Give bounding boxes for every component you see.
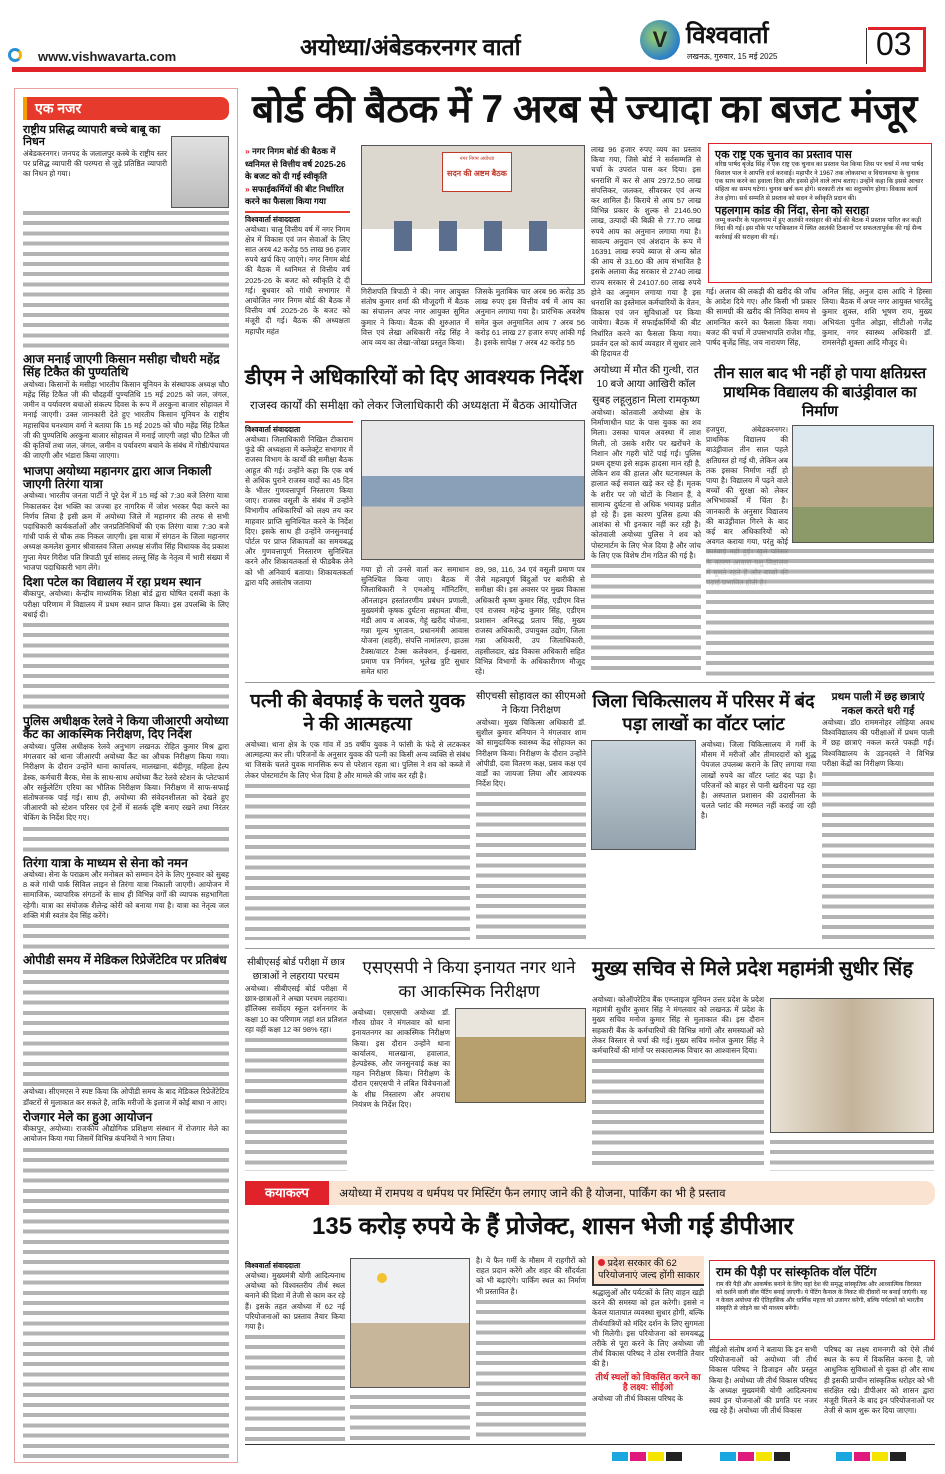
kayakalp-body: परिषद का लक्ष्य रामनगरी को ऐसे तीर्थ स्थल के रूप में विकसित करना है, जो आधुनिक सुविधाओं से युक्त हो और साथ ही इसकी प्राचीन सांस्कृतिक धरोहर को भी संरक्षित रखे। डीपीआर को शासन द्वारा मंजूरी मिलने के बाद इन परियोजनाओं पर तेजी से काम शुरू कर दिया जाएगा। [824,1345,934,1416]
lead-bullet: सफाईकर्मियों की बीट निर्धारित करने का फैसला किया गया [245,183,344,206]
lead-photo-meeting [361,145,585,285]
secretary-headline: मुख्य सचिव से मिले प्रदेश महामंत्री सुधीर सिंह [592,958,913,980]
exam-headline: प्रथम पाली में छह छात्राएं नकल करते धरी गईं [831,691,925,717]
dateline: लखनऊ, गुरुवार, 15 मई 2025 [687,52,778,61]
kayakalp-body: अयोध्या जी तीर्थ विकास परिषद के [592,1393,683,1403]
photo-banner [442,152,512,192]
red-dot-icon [598,1259,605,1266]
kayakalp-strap: अयोध्या में रामपथ व धर्मपथ पर मिस्टिंग फैन लगाए जाने की है योजना, पार्किंग का भी है प्रस्ताव [339,1188,726,1200]
fan-light-icon [377,1273,387,1283]
brand-name: विश्ववार्ता [686,22,769,49]
registration-mark-cyan [612,1452,628,1461]
ssp-headline: एसएसपी ने किया इनायत नगर थाने का आकस्मिक निरीक्षण [362,958,576,1001]
dm-body: गया हो तो उनसे वार्ता कर समाधान सुनिश्चित किया जाए। बैठक में जिलाधिकारी ने एमओयू मॉनिटरिंग, ऑनलाइन हस्तांतरणीय प्रबंधन प्रणाली, मुख्यमंत्री कृषक दुर्घटना सहायता बीमा, मंडी आय व आवक, गेहूं खरीद योजना, गन्ना मूल्य भुगतान, प्रधानमंत्री आवास योजना (शहरी), संपत्ति नामांतरण, हाउस टैक्स/वाटर टैक्स कलेक्शन, ई-खसरा, प्रमाण पत्र निर्गमन, भूलेख त्रुटि सुधार समेत धारा [361,565,469,677]
photo-banner-line: नगर निगम अयोध्या [459,156,495,162]
registration-mark-yellow [872,1452,888,1461]
hospital-headline: जिला चिकित्सालय में परिसर में बंद पड़ा लाखों का वॉटर प्लांट [592,691,815,734]
kayakalp-body: अयोध्या। मुख्यमंत्री योगी आदित्यनाथ अयोध्या को विश्वस्तरीय तीर्थ स्थल बनाने की दिशा में तेजी से काम कर रहे हैं। इसके तहत अयोध्या में 62 नई परियोजनाओं का प्रस्ताव तैयार किया गया है। [245,1271,345,1332]
death-body: अयोध्या। कोतवाली अयोध्या क्षेत्र के निर्माणाधीन घाट के पास युवक का शव मिला। उसका घायल अवस्था में लाश मिली, तो उसके शरीर पर खरोंचने के निशान और गहरी चोटें पाई गईं। पुलिस प्रथम दृष्टया इसे सड़क हादसा मान रही है, लेकिन शव की हालत और घटनास्थल के हालात कई सवाल खड़े कर रहे हैं। मृतक के शरीर पर जो चोटों के निशान हैं, वे सामान्य दुर्घटना से अधिक भयावह प्रतीत हो रहे हैं। इस कारण पुलिस हत्या की आशंका से भी इनकार नहीं कर रही है। कोतवाली अयोध्या पुलिस ने शव को पोस्टमार्टम के लिए भेज दिया है और जांच के लिए एक विशेष टीम गठित की गई है। [591,408,701,560]
hospital-body: अयोध्या। जिला चिकित्सालय में गर्मी के मौसम में मरीजों और तीमारदारों को शुद्ध पेयजल उपलब्ध कराने के लिए लगाया गया लाखों रुपये का वॉटर प्लांट बंद पड़ा है। परिजनों को बाहर से पानी खरीदना पड़ रहा है। अस्पताल प्रशासन की उदासीनता के चलते प्लांट की मरम्मत नहीं कराई जा रही है। [701,740,816,821]
dm-body: 89, 98, 116, 34 एवं वसूली प्रमाण पत्र जैसे महत्वपूर्ण बिंदुओं पर बारीकी से समीक्षा की। इस अवसर पर मुख्य विकास अधिकारी कृष्ण कुमार सिंह, एडीएम वित्त एवं राजस्व महेन्द्र कुमार सिंह, एडीएम प्रशासन अनिरुद्ध प्रताप सिंह, मुख्य राजस्व अधिकारी, उपायुक्त उद्योग, जिला गन्ना अधिकारी, उप जिलाधिकारी, तहसीलदार, खंड विकास अधिकारी सहित विभिन्न विभागों के अधिकारीगण मौजूद रहे। [475,565,585,677]
byline: विश्ववार्ता संवाददाता [245,211,350,225]
sidebar-item-body: अंबेडकरनगर। जनपद के जलालपुर कस्बे के राष्ट्रीय स्तर पर प्रसिद्ध व्यापारी की परम्परा से जुड़े प्रतिष्ठित व्यापारी का निधन हो गया। [23,148,167,179]
bullet-chevron-icon: » [245,183,253,194]
lead-sidebox [708,143,932,283]
page-number-divider [866,28,867,64]
lead-body: गई। अलाव की लकड़ी की खरीद की जाँच के आदेश दिये गए। और किसी भी प्रकार की सामग्री की खरीद की निविदा समय से आमन्त्रित करने का फैसला किया गया। बजट की चर्चा में उपसभापति राजेश गौड़, पार्षद बृजेंद्र सिंह, जय नारायण सिंह, [706,287,816,348]
kayakalp-banner [245,1181,935,1205]
dm-subheadline: राजस्व कार्यों की समीक्षा को लेकर जिलाधिकारी की अध्यक्षता में बैठक आयोजित [250,400,578,412]
registration-mark-magenta [630,1452,646,1461]
cbse-headline: सीबीएसई बोर्ड परीक्षा में छात्र छात्राओं ने लहराया परचम [247,957,345,982]
page-number: 03 [876,26,912,62]
kayakalp-subhead: तीर्थ स्थलों को विकसित करने का है लक्ष्य: सीईओ [595,1371,701,1392]
sidebar-tag: एक नजर [23,97,229,120]
sidebar-item-body: बीकापुर, अयोध्या। केन्द्रीय माध्यमिक शिक्षा बोर्ड द्वारा घोषित दसवीं कक्षा के परीक्षा परिणाम में विद्यालय में प्रथम स्थान प्राप्त किया। इस उपलब्धि के लिए बधाई दी। [23,589,229,619]
pullquote-text: प्रदेश सरकार की 62 परियोजनाएं जल्द होंगी साकार [598,1258,700,1281]
sidebar-item-title: आज मनाई जाएगी किसान मसीहा चौधरी महेंद्र सिंह टिकैत की पुण्यतिथि [23,352,220,380]
school-headline: तीन साल बाद भी नहीं हो पाया क्षतिग्रस्त प्राथमिक विद्यालय की बाउंड्रीवाल का निर्माण [713,365,927,420]
sidebar-item-title: ओपीडी समय में मेडिकल रिप्रेजेंटेटिव पर प्रतिबंध [23,953,227,967]
sidebar-item-title: दिशा पटेल का विद्यालय में रहा प्रथम स्थान [23,575,202,589]
sidebox-text: जम्मू कश्मीर के पहलगाम में हुए आतंकी नरसंहार की बोर्ड की बैठक में प्रस्ताव पारित कर कड़ी निंदा की गई। इस मौके पर पाकिस्तान में स्थित आतंकी ठिकानों पर सफलतापूर्वक की गई सैन्य कार्रवाई की सराहना की गई। [715,217,922,241]
kayakalp-body: है। ये फैन गर्मी के मौसम में राहगीरों को राहत प्रदान करेंगे और शहर की सौंदर्यता को भी बढ़ाएंगे। पार्किंग स्थल का निर्माण भी प्रस्तावित है। [476,1256,586,1296]
registration-mark-magenta [854,1452,870,1461]
kayakalp-pullquote [592,1256,704,1286]
lead-bullets [245,145,350,355]
sidebar-item-body: अयोध्या। भारतीय जनता पार्टी ने पूरे देश में 15 मई को 7:30 बजे तिरंगा यात्रा निकालकर देश भक्ति का जज्बा हर नागरिक में जोश भरकर पैदा करने का निर्णय लिया है इसी क्रम में अयोध्या जिले में महानगर की तरफ से सभी पदाधिकारी कार्यकर्ताओं और जनप्रतिनिधियों की एक तिरंगा यात्रा 7:30 बजे गांधी पार्क से चौक तक निकल जाएगी। इस यात्रा में संगठन के जिला महानगर अध्यक्ष कमलेश कुमार श्रीवास्तव जिला अध्यक्ष संजीव सिंह विधायक वेद प्रकाश गुप्ता मेयर गिरीश पति त्रिपाठी पूर्व सांसद लल्लू सिंह के नेतृत्व में भारी संख्या में भाजपा पदाधिकारी भाग लेंगे। [23,491,229,572]
death-subheadline: सुबह लहूलुहान मिला रामकृष्ण [592,395,700,406]
sidebox-heading: पहलगाम कांड की निंदा, सेना को सराहा [715,204,869,217]
secretary-body: अयोध्या। कोऑपरेटिव बैंक एम्प्लाइज यूनियन उत्तर प्रदेश के प्रदेश महामंत्री सुधीर कुमार सिंह ने मंगलवार को लखनऊ में प्रदेश के मुख्य सचिव मनोज कुमार सिंह से मुलाकात की। इस दौरान सहकारी बैंक के कर्मचारियों की विभिन्न मांगों और समस्याओं को लेकर विस्तार से चर्चा की गई। मुख्य सचिव मनोज कुमार सिंह ने कर्मचारियों की मांगों पर सकारात्मक विचार का आश्वासन दिया। [592,995,764,1056]
bullet-chevron-icon: » [245,146,253,156]
sidebar-item-title: पुलिस अधीक्षक रेलवे ने किया जीआरपी अयोध्या कैंट का आकस्मिक निरीक्षण, दिए निर्देश [23,714,229,742]
kayakalp-body: श्रद्धालुओं और पर्यटकों के लिए वाहन खड़ी करने की समस्या को हल करेगी। इससे न केवल यातायात व्यवस्था सुधार होगी, बल्कि तीर्थयात्रियों को मंदिर दर्शन के लिए सुगमता भी मिलेगी। इस परियोजना को समयबद्ध तरीके से पूरा करने के लिए अयोध्या जी तीर्थ विकास परिषद ने ठोस रणनीति तैयार की है। [592,1288,704,1369]
death-headline: अयोध्या में मौत की गुत्थी, रात 10 बजे आया आखिरी कॉल [593,365,699,390]
school-wall-photo [792,425,934,543]
sidebar-item-title: भाजपा अयोध्या महानगर द्वारा आज निकाली जाएगी तिरंगा यात्रा [23,463,212,491]
sidebar-item-body: अयोध्या। पुलिस अधीक्षक रेलवे अनुभाग लखनऊ रोहित कुमार मिश्र द्वारा मंगलवार को थाना जीआरपी अयोध्या कैंट का औचक निरीक्षण किया गया। निरीक्षण के दौरान उन्होंने थाना कार्यालय, मालखाना, बंदीगृह, महिला हेल्प डेस्क, कर्मचारी बैरक, मेस के साथ-साथ अयोध्या कैंट रेलवे स्टेशन के प्लेटफार्म और सर्कुलेटिंग एरिया का भौतिक निरीक्षण किया। निरीक्षण में साफ-सफाई संतोषजनक पाई गई। साथ ही, अयोध्या की संवेदनशीलता को देखते हुए जीआरपी को स्टेशन परिसर एवं ट्रेनों में सतर्क दृष्टि बनाए रखने तथा निरंतर चेकिंग के निर्देश दिए गए। [23,741,229,823]
suicide-body: अयोध्या। थाना क्षेत्र के एक गांव में 35 वर्षीय युवक ने फांसी के फंदे से लटककर आत्महत्या कर ली। परिजनों के अनुसार युवक की पत्नी का किसी अन्य व्यक्ति से संबंध था जिसके चलते युवक मानसिक रूप से परेशान रहता था। पुलिस ने शव को कब्जे में लेकर पोस्टमार्टम के लिए भेज दिया है और मामले की जांच कर रही है। [245,740,470,780]
wall-painting-title: राम की पैड़ी पर सांस्कृतिक वॉल पेंटिंग [716,1265,877,1279]
sidebar-ek-nazar [14,88,238,1463]
dm-body: अयोध्या। जिलाधिकारी निखिल टीकाराम फुंडे की अध्यक्षता में कलेक्ट्रेट सभागार में राजस्व विभाग के कार्यों की समीक्षा बैठक आहूत की गई। उन्होंने कहा कि एक वर्ष से अधिक पुराने राजस्व वादों का 45 दिन के भीतर गुणवत्तापूर्ण निस्तारण किया जाए। राजस्व वसूली के संबंध में उन्होंने विभागीय अधिकारियों को लक्ष्य तय कर माहवार प्राप्ति सुनिश्चित करने के निर्देश दिए। इसके साथ ही उन्होंने जनसुनवाई पोर्टल पर प्राप्त शिकायतों का समयबद्ध और गुणवत्तापूर्ण निस्तारण सुनिश्चित करने और शिकायतकर्ता से फीडबैक लेने को भी अनिवार्य बताया। शिकायतकर्ता द्वारा यदि असंतोष जताया [245,435,353,587]
kayakalp-headline: 135 करोड़ रुपये के हैं प्रोजेक्ट, शासन भेजी गई डीपीआर [312,1213,794,1240]
lead-bullet: नगर निगम बोर्ड की बैठक में ध्वनिमत से वित्तीय वर्ष 2025-26 के बजट को दी गई स्वीकृति [245,146,346,181]
sidebox-heading: एक राष्ट्र एक चुनाव का प्रस्ताव पास [715,149,852,161]
secretary-meeting-photo [770,998,934,1133]
byline: विश्ववार्ता संवाददाता [245,421,353,435]
school-body: हजपुरा, अंबेडकरनगर। प्राथमिक विद्यालय की बाउंड्रीवाल तीन साल पहले क्षतिग्रस्त हो गई थी, लेकिन अब तक इसका निर्माण नहीं हो पाया है। विद्यालय में पढ़ने वाले बच्चों की सुरक्षा को लेकर अभिभावकों में चिंता है। जानकारी के अनुसार विद्यालय की बाउंड्रीवाल गिरने के बाद कई बार अधिकारियों को अवगत कराया गया, परंतु कोई [706,425,788,547]
sidebar-item-title: राष्ट्रीय प्रसिद्ध व्यापारी बच्चे बाबू का निधन [23,124,161,149]
sidebar-item-title: तिरंगा यात्रा के माध्यम से सेना को नमन [23,855,188,870]
ssp-inspection-photo [455,1008,586,1103]
lead-body: जिसके मुताबिक चार अरब 96 करोड़ 35 लाख रुपए इस वित्तीय वर्ष में आय का अनुमान लगाया गया है। प्रारंभिक अवशेष समेत कुल अनुमानित आय 7 अरब 56 करोड़ 61 लाख 27 हजार रुपए आंकी गई है। इसके सापेक्ष 7 अरब 42 करोड़ 55 [475,287,585,348]
lead-body: अनिल सिंह, अनुज दास आदि ने हिस्सा लिया। बैठक में अपर नगर आयुक्त भारतेंदु कुमार शुक्ल, शशि भूषण राय, मुख्य अभियंता पुनीत ओझा, सीटीओ गजेंद्र कुमार, नगर स्वास्थ्य अधिकारी डॉ. रामसनेही शुक्ला आदि मौजूद थे। [822,287,932,348]
lead-headline: बोर्ड की बैठक में 7 अरब से ज्यादा का बजट मंजूर [252,88,917,131]
brand-logo-icon: V [640,20,680,60]
sidebox-text: वरिष्ठ पार्षद बृजेंद्र सिंह ने एक राष्ट्र एक चुनाव का प्रस्ताव पेश किया जिस पर चर्चा में नया पार्षद विशाल पाल ने आपत्ति दर्ज करवाई। महापौर ने 1967 तक लोकसभा व विधानसभा के चुनाव एक साथ करने का हवाला दिया और इससे होने वाले लाभ बताए। उन्होंने कहा कि इससे आचार संहिता का समय घटेगा। चुनाव खर्च कम होगे। सरकारी तंत्र का सदुपयोग होगा। विकास कार्य तेज होगा। सर्व सम्मति से प्रस्ताव को सदन ने स्वीकृति प्रदान की। [715,161,924,202]
sidebar-item-body: बीकापुर, अयोध्या। राजकीय औद्योगिक प्रशिक्षण संस्थान में रोजगार मेले का आयोजन किया गया जिसमें विभिन्न कंपनियों ने भाग लिया। [23,1124,229,1144]
registration-mark-magenta [738,1452,754,1461]
registration-mark-black [890,1452,906,1461]
mist-fan-photo [350,1258,470,1388]
wall-painting-box [709,1260,935,1340]
wall-painting-text: राम की पैड़ी और आकर्षक बनाने के लिए वहां देश की समृद्ध सांस्कृतिक और आध्यात्मिक विरासत को दर्शाने वाली वॉल पेंटिंग बनाई जाएगी। ये पेंटिंग कैनाल के निकट की दीवारों पर बनाई जाएंगी। यह न केवल अयोध्या की ऐतिहासिक और धार्मिक महत्ता को उजागर करेंगी, बल्कि पर्यटकों को भारतीय संस्कृति से जोड़ने का भी माध्यम बनेंगी। [716,1282,927,1313]
ie-icon [8,48,22,62]
registration-mark-cyan [720,1452,736,1461]
dm-meeting-photo [361,420,585,560]
lead-body: अयोध्या। चालू वित्तीय वर्ष में नगर निगम क्षेत्र में विकास एवं जन सेवाओं के लिए सात अरब 42 करोड़ 55 लाख 96 हजार रुपये खर्च किए जाएंगे। नगर निगम बोर्ड की बैठक में ध्वनिमत से वित्तीय वर्ष 2025-26 के बजट को स्वीकृति दे दी गई। बुधवार को गांधी सभागार में आयोजित नगर निगम बोर्ड की बैठक में वित्तीय वर्ष 2025-26 के बजट को मंजूरी दी गई। बैठक की अध्यक्षता महापौर महंत [245,224,350,336]
website-url[interactable]: www.vishwavarta.com [38,49,177,64]
chc-body: अयोध्या। मुख्य चिकित्सा अधिकारी डॉ. सुशील कुमार बनियान ने मंगलवार शाम को सामुदायिक स्वास्थ्य केंद्र सोहावल का निरीक्षण किया। निरीक्षण के दौरान उन्होंने ओपीडी, दवा वितरण कक्ष, प्रसव कक्ष एवं वार्डों का जायजा लिया और आवश्यक निर्देश दिए। [476,718,586,789]
exam-body: अयोध्या। डॉ0 राममनोहर लोहिया अवध विश्वविद्यालय की परीक्षाओं में प्रथम पाली में छह छात्राएं नकल करते पकड़ी गईं। विश्वविद्यालय के उड़नदस्ते ने विभिन्न परीक्षा केंद्रों का निरीक्षण किया। [822,718,934,768]
section-title: अयोध्या/अंबेडकरनगर वार्ता [300,34,521,60]
kayakalp-body: सीईओ संतोष शर्मा ने बताया कि इन सभी परियोजनाओं को अयोध्या जी तीर्थ विकास परिषद ने डिजाइन और प्रस्तुत किया है। अयोध्या जी तीर्थ विकास परिषद के अध्यक्ष मुख्यमंत्री योगी आदित्यनाथ स्वयं इन योजनाओं की प्रगति पर नजर रख रहे हैं। अयोध्या जी तीर्थ विकास [709,1345,817,1416]
lead-body: लाख 96 हजार रुपए व्यय का प्रस्ताव किया गया, जिसे बोर्ड ने सर्वसम्मति से चर्चा के उपरांत पास कर दिया। इस धनराशि में कर से आय 2972.50 लाख संपत्तिकर, जलकर, सीवरकर एवं अन्य कर शामिल हैं। किराये से आय 57 लाख विभिन्न प्रकार के शुल्क से 2146.90 लाख, उत्पादों की बिक्री से 77.70 लाख रुपये आय का अनुमान लगाया गया है। सावल्य अनुदान एवं अंशदान के रूप में 16391 लाख रुपये ब्याज से अन्य स्रोत की आय से 31.60 की आय संभावित है इसके अलावा केंद्र सरकार से 2740 लाख राज्य सरकार से 24107.60 लाख रुपये होने का अनुमान लगाया गया है इस धनराशि का इस्तेमाल कर्मचारियों के वेतन, विकास एवं जन सुविधाओं पर किया जायेगा। बैठक में सफाईकर्मियों की बीट निर्धारित करने का फैसला किया गया। प्रवर्तन दल को कार्य व्यवहार में सुधार लाने की हिदायत दी [591,145,701,359]
registration-mark-yellow [648,1452,664,1461]
photo-banner-line: सदन की अष्टम बैठक [447,169,507,178]
registration-mark-black [774,1452,790,1461]
dm-headline: डीएम ने अधिकारियों को दिए आवश्यक निर्देश [245,366,583,389]
byline: विश्ववार्ता संवाददाता [245,1261,301,1270]
school-story [706,364,934,676]
registration-mark-cyan [836,1452,852,1461]
ssp-body: अयोध्या। एसएसपी अयोध्या डॉ. गौरव ग्रोवर ने मंगलवार को थाना इनायतनगर का आकस्मिक निरीक्षण किया। इस दौरान उन्होंने थाना कार्यालय, मालखाना, हवालात, हेल्पडेस्क, और जनसुनवाई कक्ष का गहन निरीक्षण किया। निरीक्षण के दौरान एसएसपी ने लंबित विवेचनाओं के शीघ्र निस्तारण और अपराध नियंत्रण के निर्देश दिए। [352,1008,450,1109]
sidebar-item-body: अयोध्या। किसानों के मसीहा भारतीय किसान यूनियन के संस्थापक अध्यक्ष चौ0 महेंद्र सिंह टिकैत जी की चौदहवीं पुण्यतिथि 15 मई 2025 को जल, जंगल, जमीन व पर्यावरण बचाओ संकल्प दिवस के रूप में अरकुना बाजार सोहावल में मनाई जाएगी। उक्त जानकारी देते हुए भारतीय किसान यूनियन के राष्ट्रीय महासचिव घनश्याम वर्मा ने बताया कि 15 मई 2025 को चौ0 महेंद्र सिंह टिकैत जी की पुण्यतिथि अरकुना बाजार सोहावल में मनाई जाएगी जहां चौ0 टिकैत जी की कृतियों तथा जल, जंगल, जमीन व पर्यावरण बचाने के संबंध में गोष्ठी/पंचायत की जाएगी और भंडारा किया जाएगा। [23,379,229,461]
cbse-body: अयोध्या। सीबीएसई बोर्ड परीक्षा में छात्र-छात्राओं ने अच्छा परचम लहराया। हॉलिक्स सर्वोदय स्कूल दर्शननगर के कक्षा 10 का परिणाम जहां शत प्रतिशत रहा वहीं कक्षा 12 का 98% रहा। [245,984,347,1034]
registration-mark-yellow [756,1452,772,1461]
chc-headline: सीएचसी सोहावल का सीएमओ ने किया निरीक्षण [476,691,586,716]
suicide-headline: पत्नी की बेवफाई के चलते युवक ने की आत्महत्या [250,691,465,735]
water-plant-photo [591,740,696,850]
lead-body: गिरीशपति त्रिपाठी ने की। नगर आयुक्त संतोष कुमार शर्मा की मौजूदगी में बैठक का संचालन अपर नगर आयुक्त सुमित कुमार ने किया। बैठक की शुरुआत में वित्त एवं लेखा अधिकारी नरेंद्र सिंह ने आय व्यय का लेखा-जोखा प्रस्तुत किया। [361,287,469,348]
sidebar-item-body: अयोध्या। सेना के पराक्रम और मनोबल को सम्मान देने के लिए गुरुवार को सुबह 8 बजे गांधी पार्क सिविल लाइन से तिरंगा यात्रा निकाली जाएगी। आयोजन में सामाजिक, व्यापारिक संगठनों के साथ ही विभिन्न वर्गों की व्यापक सहभागिता रहेगी। यात्रा का संयोजक शैलेन्द्र कोरी को बनाया गया है। यात्रा का नेतृत्व जल शक्ति मंत्री स्वतंत्र देव सिंह करेंगे। [23,869,229,920]
kayakalp-tag: कयाकल्प [245,1181,329,1205]
sidebar-item-body: अयोध्या। सीएमएस ने स्पष्ट किया कि ओपीडी समय के बाद मेडिकल रिप्रेजेंटेटिव डॉक्टरों से मुलाकात कर सकते है, ताकि मरीजों के इलाज में कोई बाधा न आए। [23,1087,229,1107]
sidebar-item-title: रोजगार मेले का हुआ आयोजन [23,1109,153,1124]
portrait-photo [171,136,229,208]
header-rule [12,67,926,72]
registration-mark-black [666,1452,682,1461]
